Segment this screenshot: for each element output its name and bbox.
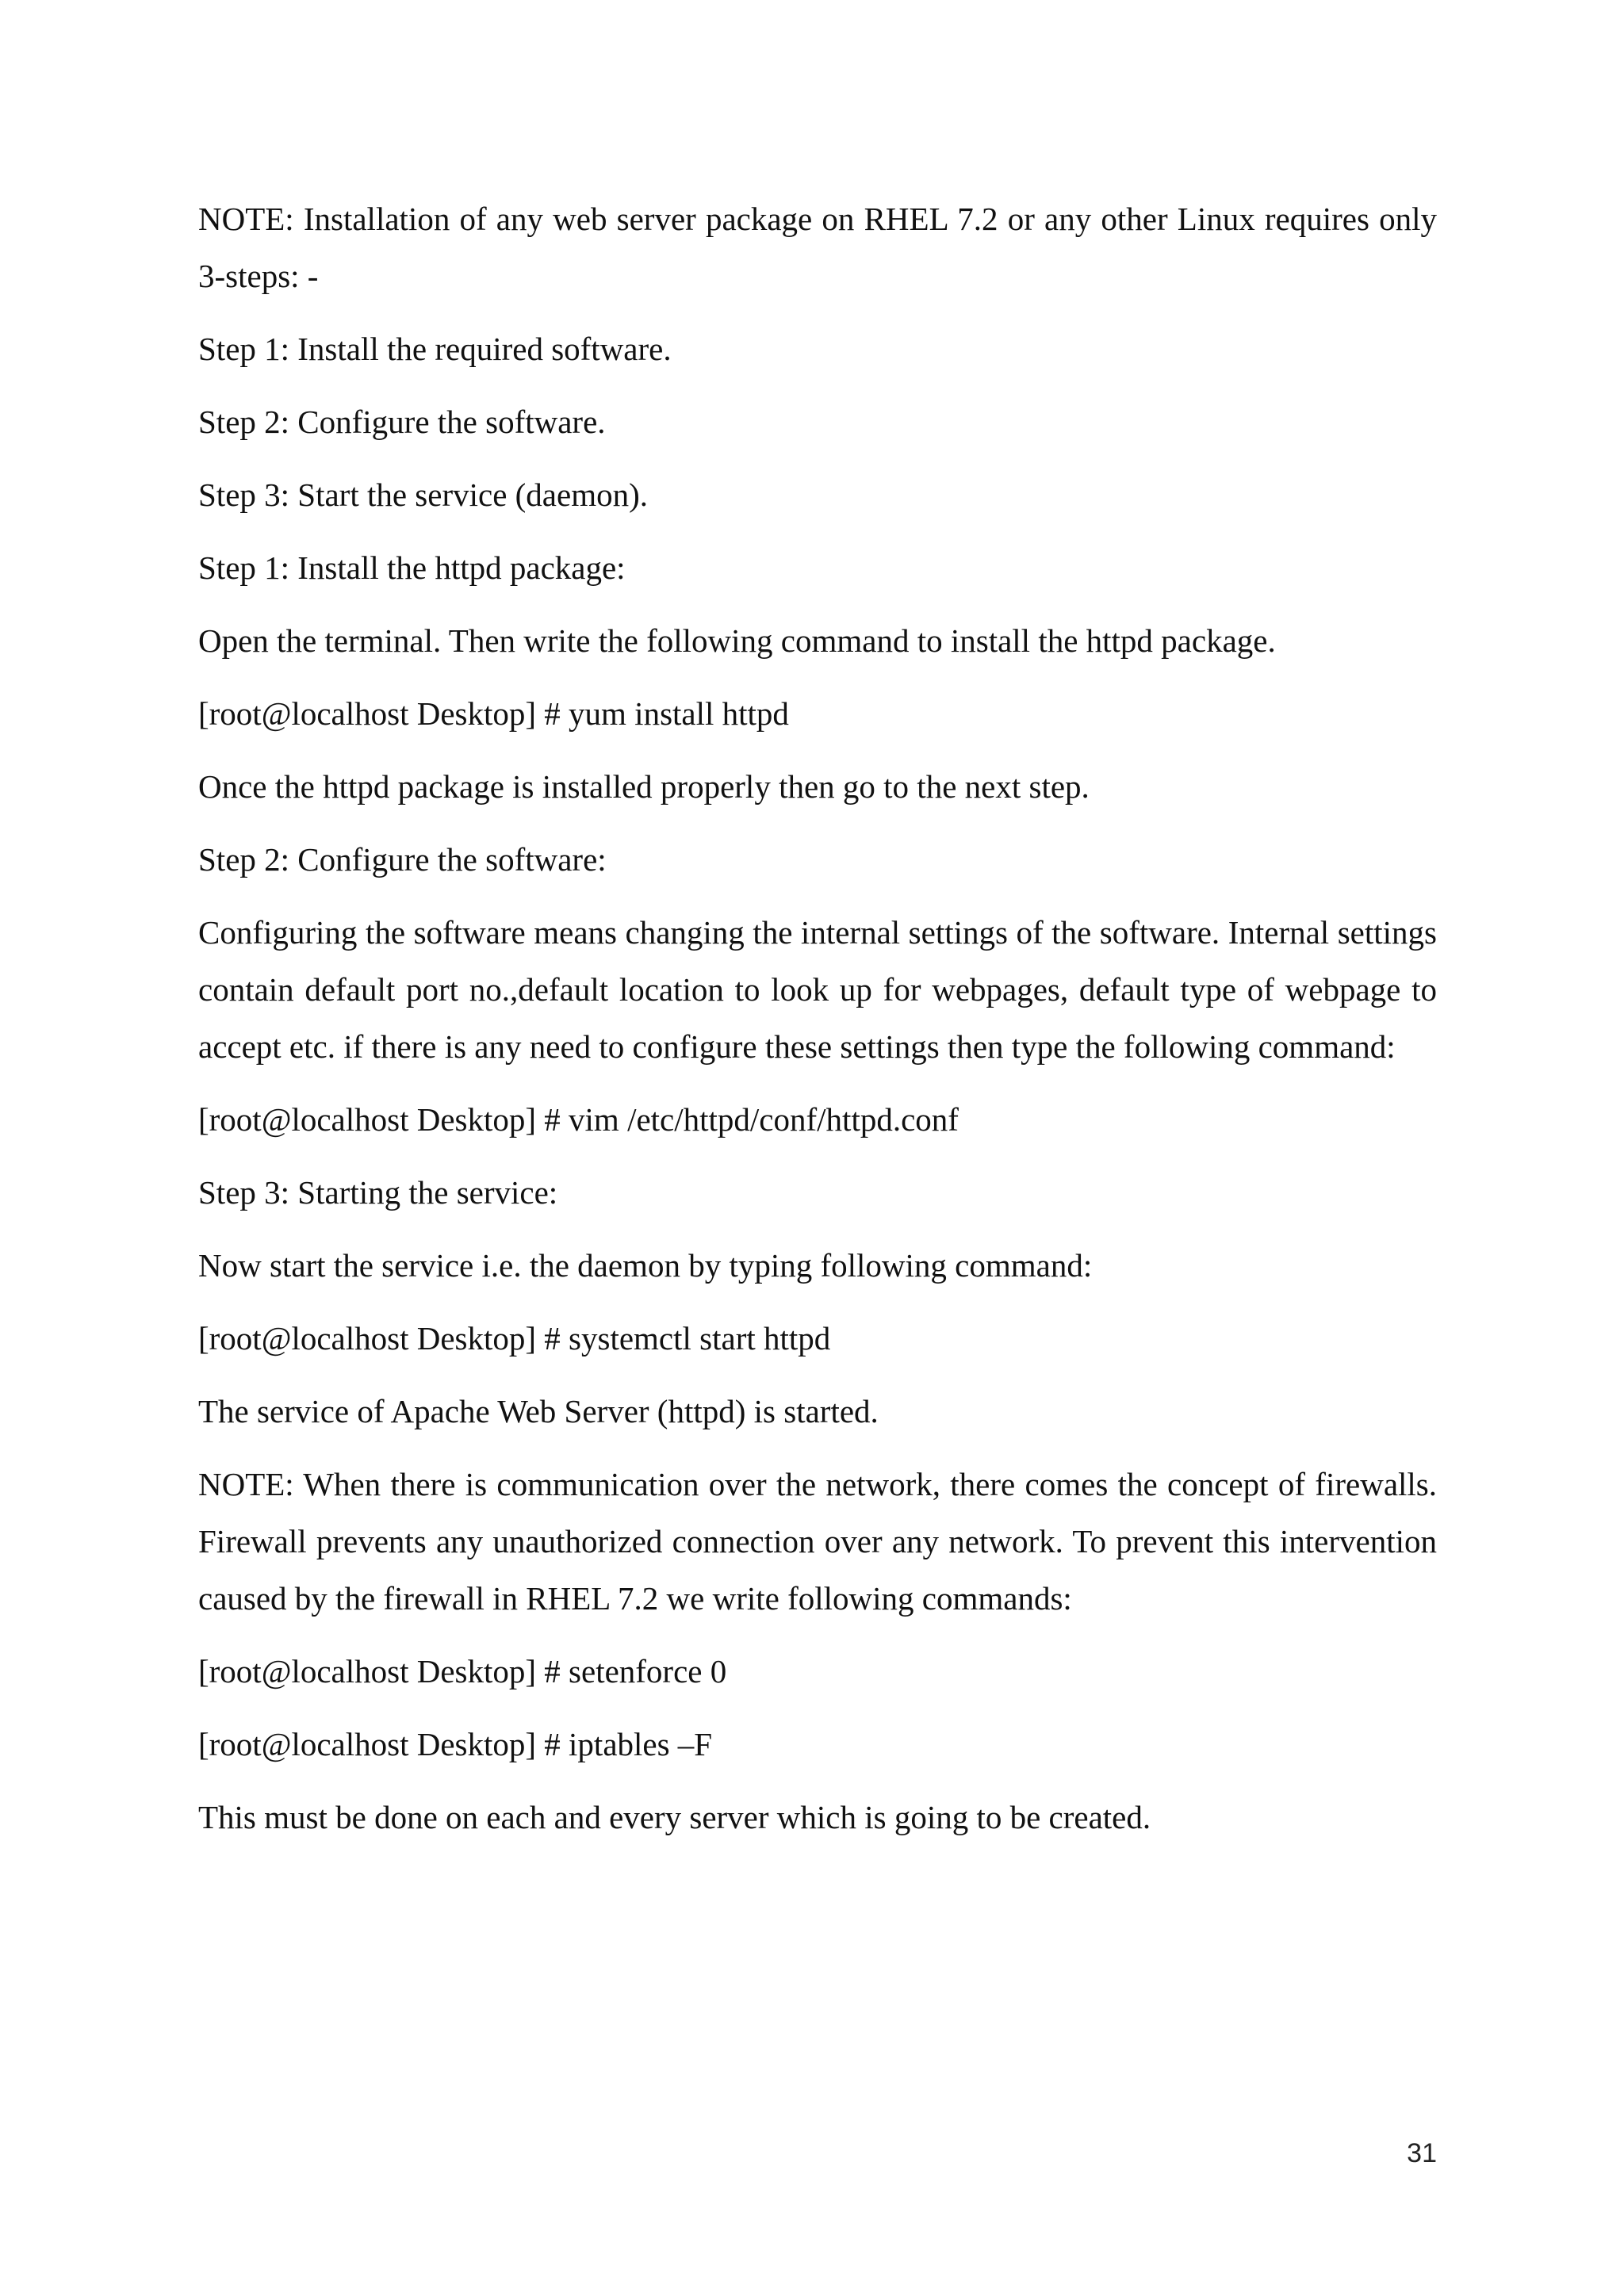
firewall-note: NOTE: When there is communication over the network, there comes the concept of firewalls. Firewall prevents any unauthorized connection over any network. To prevent this intervention caused by the firewall in RHEL 7.2 we write following commands: xyxy=(198,1466,1437,1617)
next-step-instruction: Once the httpd package is installed properly then go to the next step. xyxy=(198,768,1090,805)
step-2-heading: Step 2: Configure the software: xyxy=(198,841,607,878)
step-1-heading: Step 1: Install the httpd package: xyxy=(198,549,626,586)
command-systemctl-start: [root@localhost Desktop] # systemctl start httpd xyxy=(198,1320,831,1357)
step-3-heading: Step 3: Starting the service: xyxy=(198,1174,558,1211)
service-started-note: The service of Apache Web Server (httpd) is started. xyxy=(198,1393,879,1429)
step-3-summary: Step 3: Start the service (daemon). xyxy=(198,476,648,513)
start-service-instruction: Now start the service i.e. the daemon by typing following command: xyxy=(198,1247,1093,1284)
page-number: 31 xyxy=(1407,2138,1437,2168)
command-iptables-flush: [root@localhost Desktop] # iptables –F xyxy=(198,1726,713,1762)
page-body xyxy=(198,190,1437,1862)
command-setenforce: [root@localhost Desktop] # setenforce 0 xyxy=(198,1653,727,1689)
command-yum-install: [root@localhost Desktop] # yum install httpd xyxy=(198,695,789,732)
step-1-summary: Step 1: Install the required software. xyxy=(198,331,672,367)
configuration-explanation: Configuring the software means changing the internal settings of the software. Internal settings contain default port no.,default location to look up for webpages, default type of webpage to accept etc. if there is any need to configure these settings then type the following command: xyxy=(198,914,1437,1065)
server-reminder: This must be done on each and every server which is going to be created. xyxy=(198,1799,1151,1835)
open-terminal-instruction: Open the terminal. Then write the following command to install the httpd package. xyxy=(198,622,1276,659)
command-vim-config: [root@localhost Desktop] # vim /etc/httpd/conf/httpd.conf xyxy=(198,1101,959,1138)
note-installation-steps: NOTE: Installation of any web server package on RHEL 7.2 or any other Linux requires only 3-steps: - xyxy=(198,201,1437,294)
step-2-summary: Step 2: Configure the software. xyxy=(198,404,606,440)
